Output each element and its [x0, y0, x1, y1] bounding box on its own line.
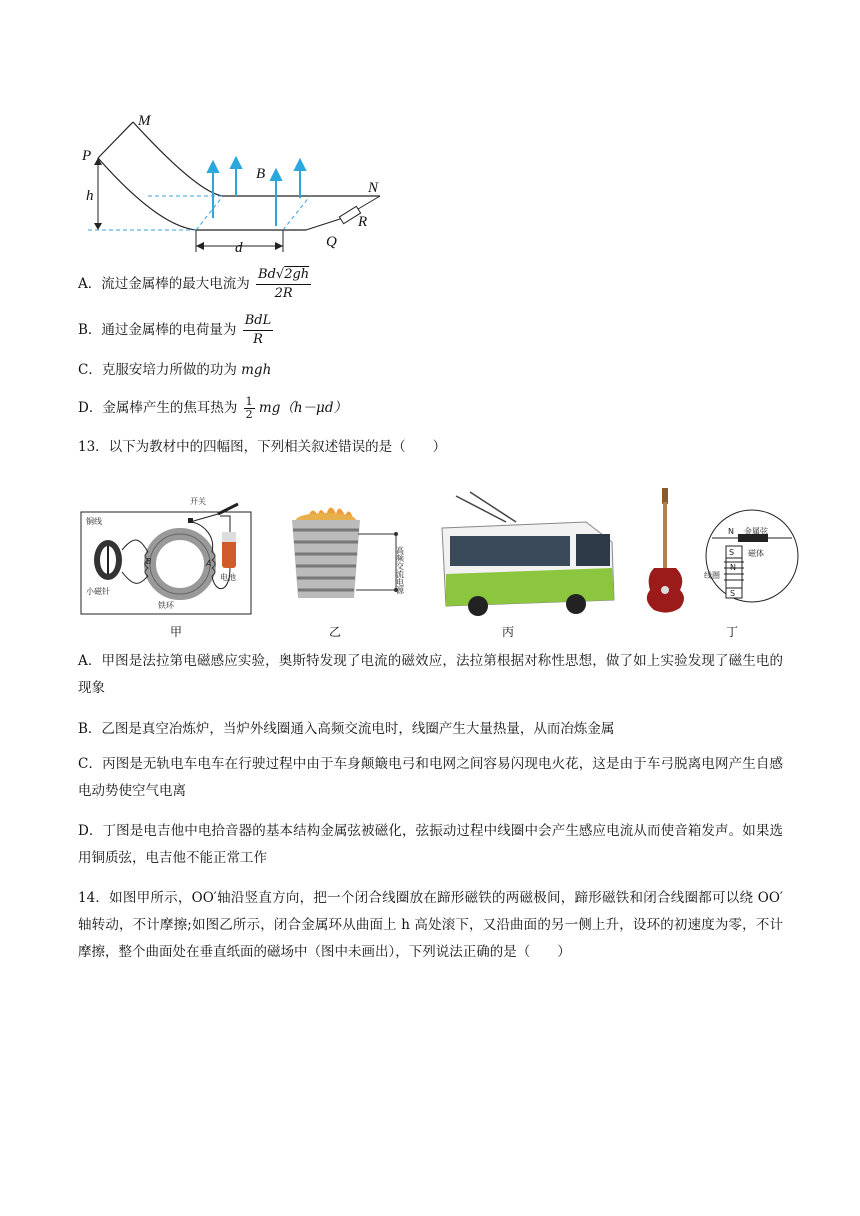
label-N2: N: [730, 563, 736, 572]
caption-bing: 丙: [502, 625, 515, 639]
figure-ding-guitar: [640, 486, 802, 618]
label-copper-wire: 铜线: [86, 517, 102, 526]
caption-jia: 甲: [170, 625, 183, 639]
figure-bing-trolleybus: [436, 488, 620, 618]
q12-option-d: D．金属棒产生的焦耳热为 $\frac{1}{2}$ mg（h－μd）: [78, 395, 347, 421]
q13-option-a: A．甲图是法拉第电磁感应实验，奥斯特发现了电流的磁效应，法拉第根据对称性思想，做了如上实验发现了磁生电的现象: [78, 653, 783, 696]
q12-option-c: C．克服安培力所做的功为 mgh: [78, 362, 272, 378]
q13-option-c: C．丙图是无轨电车电车在行驶过程中由于车身颠簸电弓和电网之间容易闪现电火花，这是由于车弓脱离电网产生自感电动势使空气电离: [78, 756, 783, 799]
label-switch: 开关: [190, 497, 206, 506]
label-S1: S: [729, 548, 735, 557]
caption-yi: 乙: [329, 625, 342, 639]
formula-fraction: $\frac{1}{2}$: [245, 395, 253, 421]
label-M: M: [138, 113, 151, 129]
label-S2: S: [730, 589, 736, 598]
label-battery: 电池: [220, 573, 236, 582]
label-magnet: 磁体: [748, 549, 764, 558]
caption-ding: 丁: [726, 625, 739, 639]
q13-stem: 13．以下为教材中的四幅图，下列相关叙述错误的是（ ）: [78, 439, 447, 455]
formula-fraction: $\frac{\text{BdL}}{R}$: [244, 313, 272, 347]
rail-figure: [78, 108, 388, 258]
label-B: B: [256, 166, 266, 182]
q13-option-b: B．乙图是真空冶炼炉，当炉外线圈通入高频交流电时，线圈产生大量热量，从而冶炼金属: [78, 721, 615, 737]
label-B: B: [146, 557, 152, 566]
label-A: A: [206, 559, 212, 568]
label-h: h: [86, 188, 94, 204]
label-N: N: [368, 180, 379, 196]
label-iron-ring: 铁环: [158, 601, 174, 610]
label-metal-string: 金属弦: [744, 527, 768, 536]
q14-stem: 14．如图甲所示，OO′轴沿竖直方向，把一个闭合线圈放在蹄形磁铁的两磁极间，蹄形磁铁和闭合线圈都可以绕 OO′轴转动，不计摩擦;如图乙所示，闭合金属环从曲面上 h 高处滚下，又沿曲面的另一侧上升，设环的初速度为零，不计摩擦，整个曲面处在垂直纸面的磁场中（图中未画出），下列说法正确的是（ ）: [78, 890, 783, 960]
label-Q: Q: [326, 234, 337, 250]
figure-jia: [80, 494, 252, 616]
label-coil: 线圈: [704, 571, 720, 580]
formula-fraction: $\frac{Bd√2gh}{2R}$: [258, 267, 310, 301]
q12-option-a: A．流过金属棒的最大电流为 $\frac{Bd√2gh}{2R}$: [78, 267, 310, 301]
label-P: P: [82, 148, 92, 164]
label-needle: 小磁针: [86, 587, 110, 596]
label-d: d: [235, 240, 243, 256]
label-N-top: N: [728, 527, 734, 536]
q13-option-d: D．丁图是电吉他中电拾音器的基本结构金属弦被磁化，弦振动过程中线圈中会产生感应电流从而使音箱发声。如果选用铜质弦，电吉他不能正常工作: [78, 823, 783, 866]
q12-option-b: B．通过金属棒的电荷量为 $\frac{\text{BdL}}{R}$: [78, 313, 272, 347]
label-hf-power: 高频交流电源: [395, 546, 405, 594]
figure-yi: [278, 490, 414, 616]
label-R: R: [358, 214, 368, 230]
